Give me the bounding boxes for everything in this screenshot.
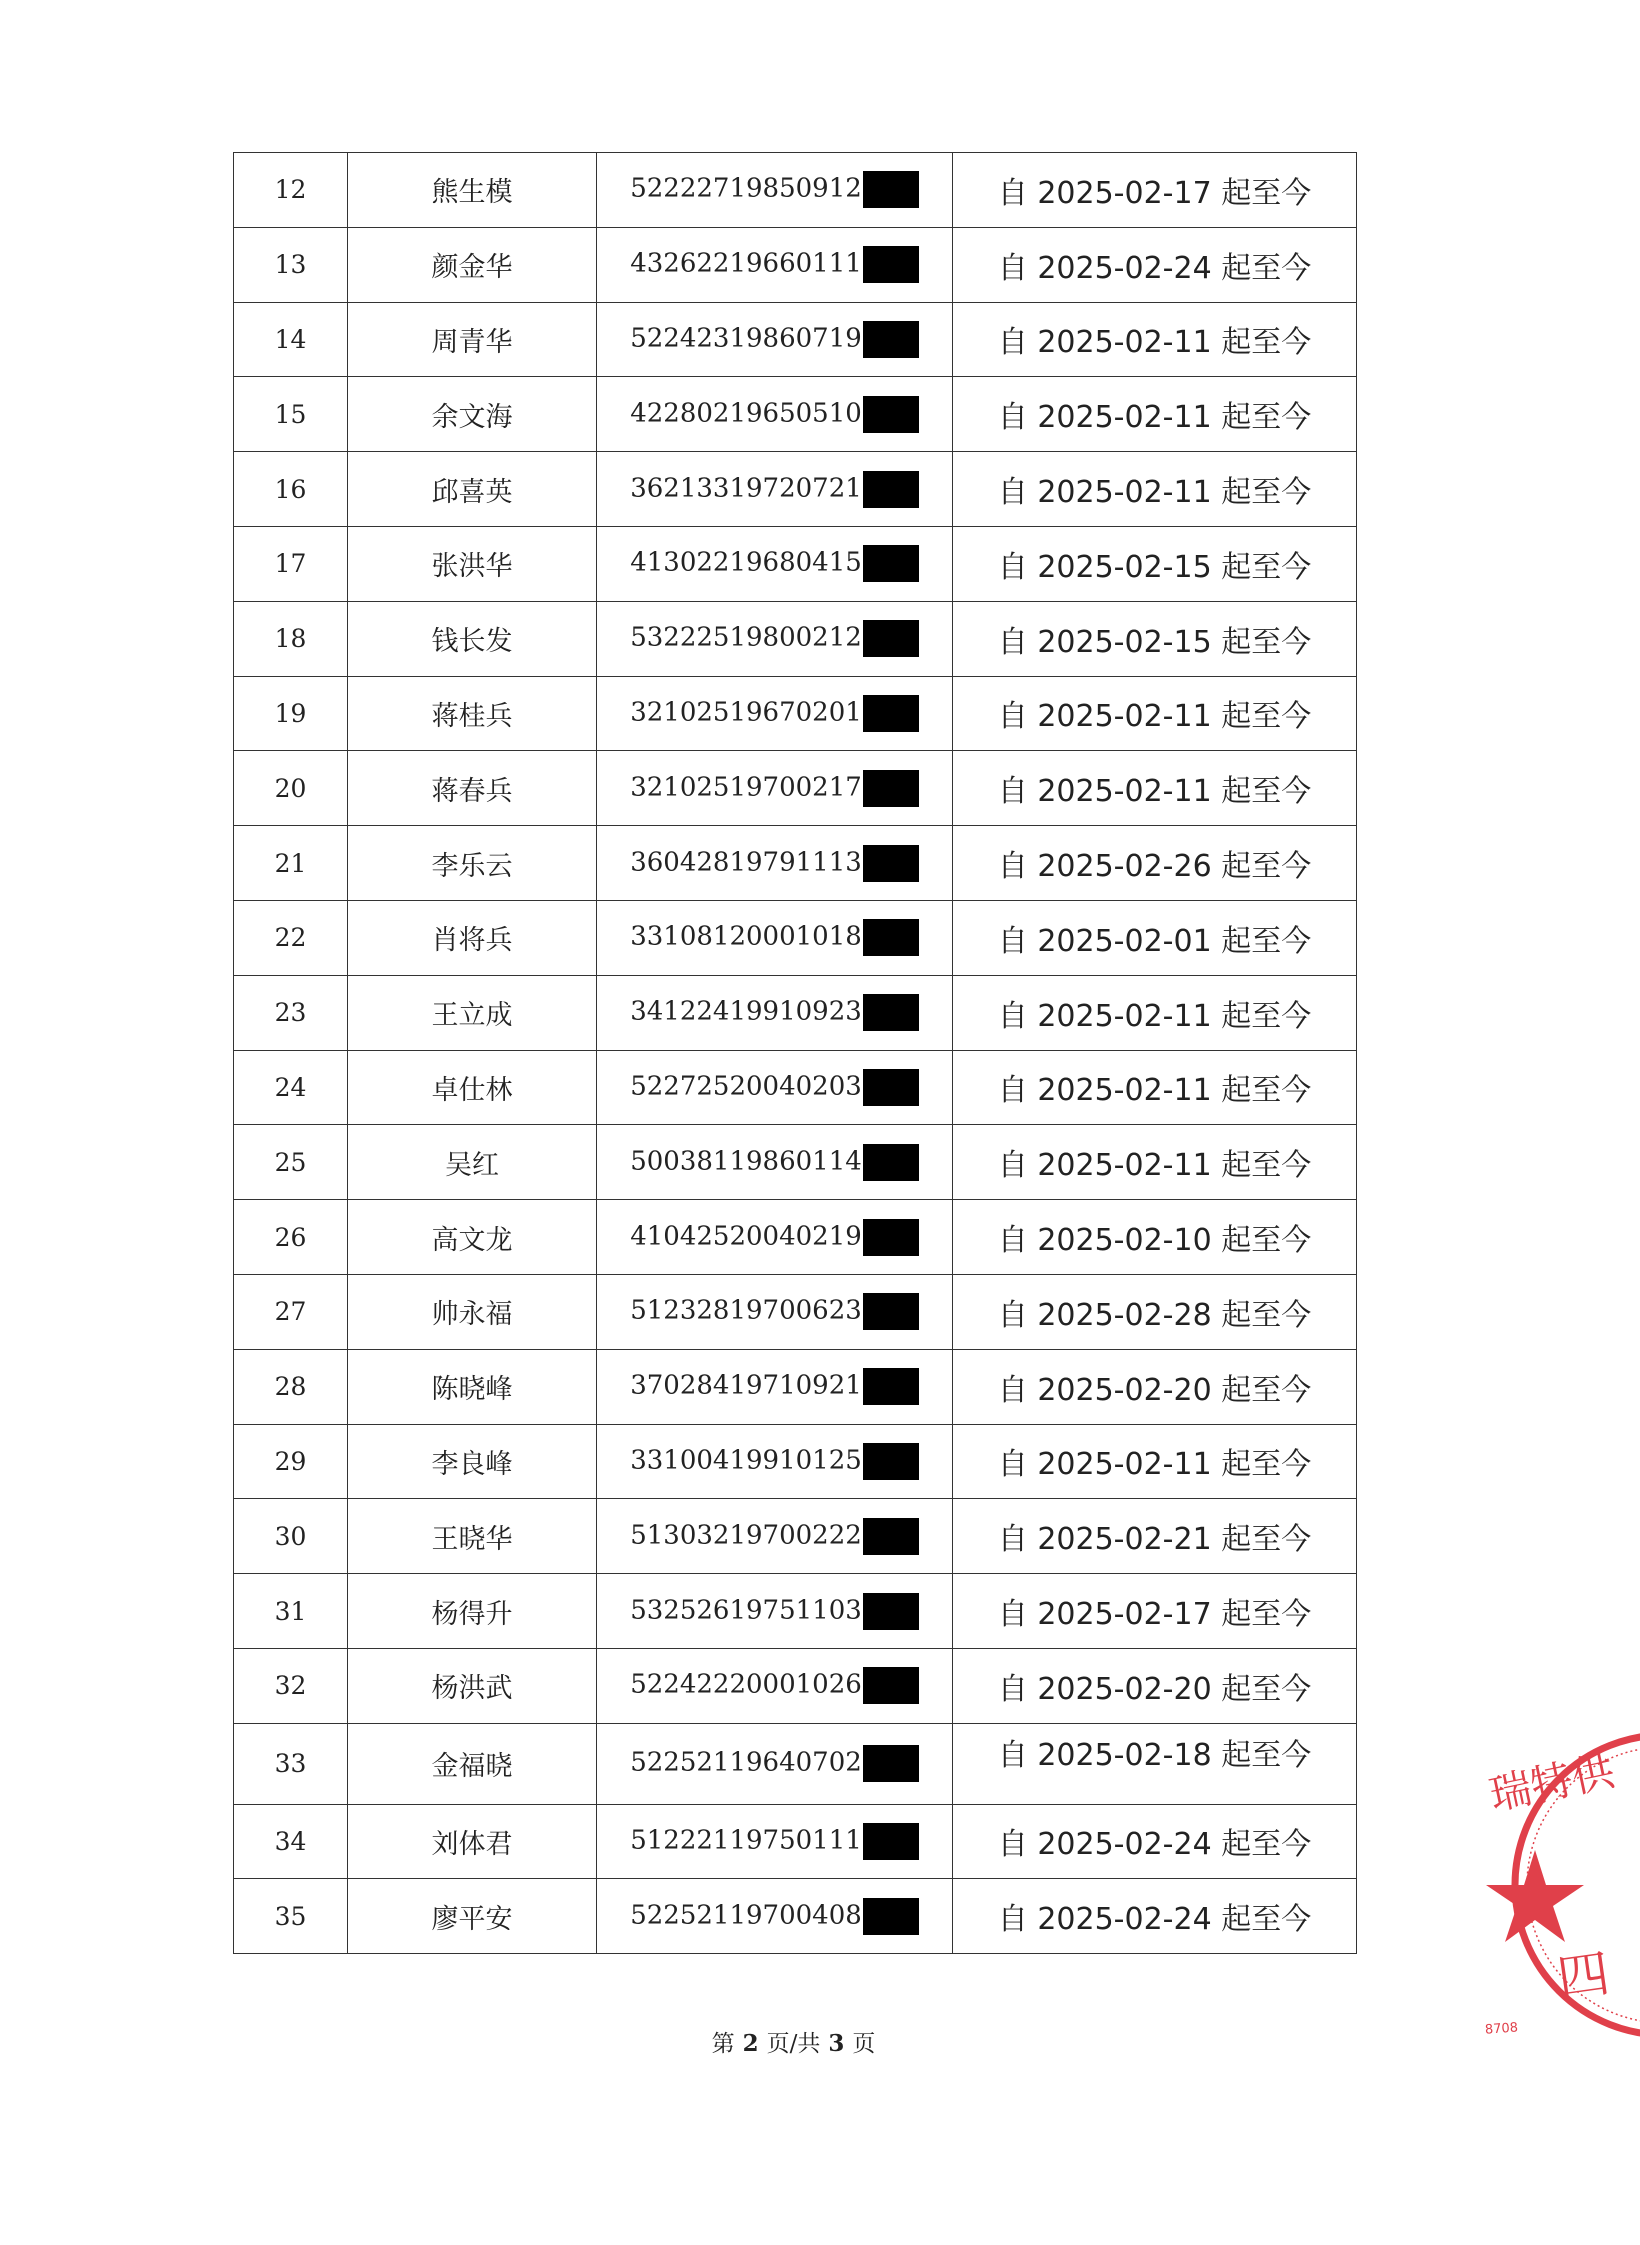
row-index: 23 bbox=[234, 975, 348, 1050]
redaction-block bbox=[863, 620, 919, 657]
table-row bbox=[234, 1574, 1357, 1649]
row-period: 自 2025-02-11 起至今 bbox=[953, 377, 1357, 452]
row-index: 16 bbox=[234, 452, 348, 527]
table-row bbox=[234, 1349, 1357, 1424]
row-index: 22 bbox=[234, 900, 348, 975]
id-number-visible: 51232819700623 bbox=[630, 1295, 862, 1326]
row-name: 杨得升 bbox=[348, 1574, 597, 1649]
row-index: 18 bbox=[234, 601, 348, 676]
row-name: 高文龙 bbox=[348, 1200, 597, 1275]
footer-suffix: 页 bbox=[852, 2031, 876, 2057]
table-row bbox=[234, 1050, 1357, 1125]
row-name: 廖平安 bbox=[348, 1879, 597, 1954]
id-number-visible: 52222719850912 bbox=[630, 173, 862, 204]
id-number-visible: 51303219700222 bbox=[630, 1520, 862, 1551]
table-row bbox=[234, 601, 1357, 676]
id-number-visible: 50038119860114 bbox=[630, 1146, 862, 1177]
row-name: 卓仕林 bbox=[348, 1050, 597, 1125]
id-number-visible: 51222119750111 bbox=[630, 1825, 862, 1856]
row-name: 张洪华 bbox=[348, 526, 597, 601]
row-id-number bbox=[597, 1499, 953, 1574]
official-seal bbox=[1480, 1720, 1640, 2050]
id-number-visible: 32102519670201 bbox=[630, 697, 862, 728]
row-index: 25 bbox=[234, 1125, 348, 1200]
id-number-visible: 52252119640702 bbox=[630, 1747, 862, 1778]
id-number-visible: 36213319720721 bbox=[630, 473, 862, 504]
redaction-block bbox=[863, 1069, 919, 1106]
row-id-number bbox=[597, 1879, 953, 1954]
row-name: 王立成 bbox=[348, 975, 597, 1050]
row-period: 自 2025-02-11 起至今 bbox=[953, 302, 1357, 377]
row-name: 杨洪武 bbox=[348, 1648, 597, 1723]
row-id-number bbox=[597, 227, 953, 302]
row-period: 自 2025-02-11 起至今 bbox=[953, 1050, 1357, 1125]
id-number-visible: 53222519800212 bbox=[630, 622, 862, 653]
row-index: 24 bbox=[234, 1050, 348, 1125]
id-number-visible: 37028419710921 bbox=[630, 1370, 862, 1401]
row-period: 自 2025-02-18 起至今 bbox=[953, 1723, 1357, 1804]
row-index: 29 bbox=[234, 1424, 348, 1499]
footer-total-pages: 3 bbox=[828, 2030, 845, 2057]
id-number-visible: 52252119700408 bbox=[630, 1900, 862, 1931]
row-name: 金福晓 bbox=[348, 1723, 597, 1804]
row-index: 13 bbox=[234, 227, 348, 302]
id-number-visible: 33100419910125 bbox=[630, 1445, 862, 1476]
table-row bbox=[234, 975, 1357, 1050]
row-id-number bbox=[597, 826, 953, 901]
row-index: 12 bbox=[234, 153, 348, 228]
row-id-number bbox=[597, 1050, 953, 1125]
redaction-block bbox=[863, 171, 919, 208]
seal-star-icon bbox=[1486, 1850, 1584, 1942]
id-number-visible: 52242220001026 bbox=[630, 1669, 862, 1700]
row-name: 陈晓峰 bbox=[348, 1349, 597, 1424]
row-index: 28 bbox=[234, 1349, 348, 1424]
row-id-number bbox=[597, 526, 953, 601]
row-period: 自 2025-02-11 起至今 bbox=[953, 676, 1357, 751]
row-index: 26 bbox=[234, 1200, 348, 1275]
row-index: 15 bbox=[234, 377, 348, 452]
row-period: 自 2025-02-11 起至今 bbox=[953, 1424, 1357, 1499]
row-id-number bbox=[597, 1125, 953, 1200]
row-period: 自 2025-02-17 起至今 bbox=[953, 153, 1357, 228]
row-index: 21 bbox=[234, 826, 348, 901]
row-period: 自 2025-02-24 起至今 bbox=[953, 227, 1357, 302]
redaction-block bbox=[863, 695, 919, 732]
row-id-number bbox=[597, 1723, 953, 1804]
redaction-block bbox=[863, 396, 919, 433]
row-id-number bbox=[597, 1274, 953, 1349]
table-row bbox=[234, 227, 1357, 302]
redaction-block bbox=[863, 1368, 919, 1405]
row-name: 熊生模 bbox=[348, 153, 597, 228]
row-name: 蒋春兵 bbox=[348, 751, 597, 826]
row-id-number bbox=[597, 1349, 953, 1424]
row-period: 自 2025-02-11 起至今 bbox=[953, 751, 1357, 826]
row-name: 王晓华 bbox=[348, 1499, 597, 1574]
table-row bbox=[234, 1274, 1357, 1349]
redaction-block bbox=[863, 1667, 919, 1704]
redaction-block bbox=[863, 1443, 919, 1480]
id-number-visible: 42280219650510 bbox=[630, 398, 862, 429]
row-index: 35 bbox=[234, 1879, 348, 1954]
redaction-block bbox=[863, 471, 919, 508]
redaction-block bbox=[863, 845, 919, 882]
row-index: 19 bbox=[234, 676, 348, 751]
table-row bbox=[234, 1804, 1357, 1879]
row-id-number bbox=[597, 1424, 953, 1499]
id-number-visible: 32102519700217 bbox=[630, 772, 862, 803]
row-index: 34 bbox=[234, 1804, 348, 1879]
row-index: 32 bbox=[234, 1648, 348, 1723]
redaction-block bbox=[863, 919, 919, 956]
row-name: 肖将兵 bbox=[348, 900, 597, 975]
row-period: 自 2025-02-11 起至今 bbox=[953, 452, 1357, 527]
roster-table-body bbox=[234, 153, 1357, 1954]
id-number-visible: 53252619751103 bbox=[630, 1595, 862, 1626]
id-number-visible: 36042819791113 bbox=[630, 847, 862, 878]
row-period: 自 2025-02-15 起至今 bbox=[953, 526, 1357, 601]
table-row bbox=[234, 676, 1357, 751]
row-period: 自 2025-02-10 起至今 bbox=[953, 1200, 1357, 1275]
row-id-number bbox=[597, 1200, 953, 1275]
row-id-number bbox=[597, 302, 953, 377]
table-row bbox=[234, 1499, 1357, 1574]
row-id-number bbox=[597, 751, 953, 826]
redaction-block bbox=[863, 1593, 919, 1630]
row-id-number bbox=[597, 601, 953, 676]
table-row bbox=[234, 1879, 1357, 1954]
row-period: 自 2025-02-21 起至今 bbox=[953, 1499, 1357, 1574]
page-footer bbox=[0, 2025, 1587, 2058]
table-row bbox=[234, 526, 1357, 601]
row-id-number bbox=[597, 377, 953, 452]
redaction-block bbox=[863, 770, 919, 807]
redaction-block bbox=[863, 1144, 919, 1181]
row-id-number bbox=[597, 153, 953, 228]
row-index: 27 bbox=[234, 1274, 348, 1349]
id-number-visible: 33108120001018 bbox=[630, 921, 862, 952]
table-row bbox=[234, 1424, 1357, 1499]
redaction-block bbox=[863, 1898, 919, 1935]
row-index: 33 bbox=[234, 1723, 348, 1804]
table-row bbox=[234, 751, 1357, 826]
seal-text-top: 瑞特供 bbox=[1485, 1745, 1619, 1820]
redaction-block bbox=[863, 1293, 919, 1330]
row-name: 钱长发 bbox=[348, 601, 597, 676]
row-id-number bbox=[597, 1804, 953, 1879]
row-name: 邱喜英 bbox=[348, 452, 597, 527]
row-id-number bbox=[597, 676, 953, 751]
row-index: 30 bbox=[234, 1499, 348, 1574]
seal-text-side: 四 bbox=[1553, 1944, 1614, 2011]
row-period: 自 2025-02-15 起至今 bbox=[953, 601, 1357, 676]
footer-current-page: 2 bbox=[742, 2030, 759, 2057]
footer-middle: 页/共 bbox=[766, 2031, 821, 2057]
row-name: 余文海 bbox=[348, 377, 597, 452]
row-name: 刘体君 bbox=[348, 1804, 597, 1879]
row-period: 自 2025-02-24 起至今 bbox=[953, 1804, 1357, 1879]
row-name: 周青华 bbox=[348, 302, 597, 377]
id-number-visible: 34122419910923 bbox=[630, 996, 862, 1027]
seal-number: 8708 bbox=[1484, 2020, 1519, 2038]
id-number-visible: 52272520040203 bbox=[630, 1071, 862, 1102]
row-period: 自 2025-02-26 起至今 bbox=[953, 826, 1357, 901]
redaction-block bbox=[863, 246, 919, 283]
redaction-block bbox=[863, 545, 919, 582]
redaction-block bbox=[863, 1518, 919, 1555]
row-period: 自 2025-02-17 起至今 bbox=[953, 1574, 1357, 1649]
table-row bbox=[234, 452, 1357, 527]
row-name: 蒋桂兵 bbox=[348, 676, 597, 751]
row-name: 吴红 bbox=[348, 1125, 597, 1200]
row-period: 自 2025-02-28 起至今 bbox=[953, 1274, 1357, 1349]
row-period: 自 2025-02-24 起至今 bbox=[953, 1879, 1357, 1954]
row-name: 颜金华 bbox=[348, 227, 597, 302]
redaction-block bbox=[863, 994, 919, 1031]
row-index: 14 bbox=[234, 302, 348, 377]
table-row bbox=[234, 377, 1357, 452]
table-row bbox=[234, 1200, 1357, 1275]
row-period: 自 2025-02-11 起至今 bbox=[953, 975, 1357, 1050]
footer-prefix: 第 bbox=[711, 2031, 735, 2057]
row-index: 17 bbox=[234, 526, 348, 601]
table-row bbox=[234, 302, 1357, 377]
row-id-number bbox=[597, 900, 953, 975]
table-row bbox=[234, 1648, 1357, 1723]
table-row bbox=[234, 826, 1357, 901]
id-number-visible: 43262219660111 bbox=[630, 248, 862, 279]
row-index: 20 bbox=[234, 751, 348, 826]
redaction-block bbox=[863, 321, 919, 358]
id-number-visible: 52242319860719 bbox=[630, 323, 862, 354]
row-period: 自 2025-02-11 起至今 bbox=[953, 1125, 1357, 1200]
row-name: 李乐云 bbox=[348, 826, 597, 901]
table-row bbox=[234, 1125, 1357, 1200]
table-row bbox=[234, 900, 1357, 975]
roster-table bbox=[233, 152, 1357, 1954]
row-name: 李良峰 bbox=[348, 1424, 597, 1499]
row-period: 自 2025-02-20 起至今 bbox=[953, 1648, 1357, 1723]
row-id-number bbox=[597, 1574, 953, 1649]
row-id-number bbox=[597, 1648, 953, 1723]
id-number-visible: 41042520040219 bbox=[630, 1221, 862, 1252]
redaction-block bbox=[863, 1745, 919, 1782]
table-row bbox=[234, 1723, 1357, 1804]
row-id-number bbox=[597, 975, 953, 1050]
row-period: 自 2025-02-20 起至今 bbox=[953, 1349, 1357, 1424]
row-period: 自 2025-02-01 起至今 bbox=[953, 900, 1357, 975]
redaction-block bbox=[863, 1219, 919, 1256]
id-number-visible: 41302219680415 bbox=[630, 547, 862, 578]
row-name: 帅永福 bbox=[348, 1274, 597, 1349]
table-row bbox=[234, 153, 1357, 228]
redaction-block bbox=[863, 1823, 919, 1860]
row-index: 31 bbox=[234, 1574, 348, 1649]
row-id-number bbox=[597, 452, 953, 527]
